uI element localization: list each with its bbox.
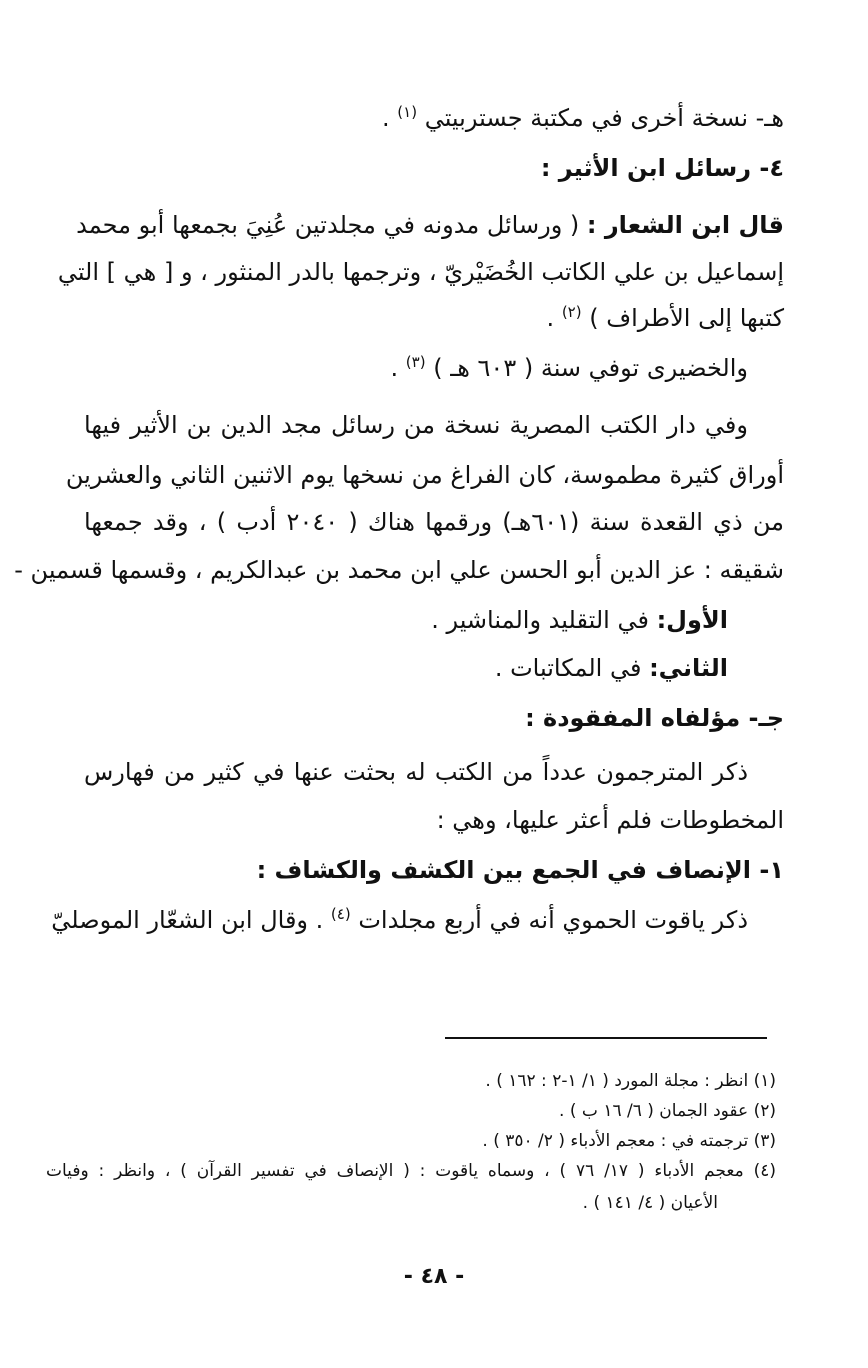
first-label: الأول:	[656, 606, 728, 634]
paragraph-1-line-1: قال ابن الشعار : ( ورسائل مدونه في مجلدتين عُنِيَ بجمعها أبو محمد	[76, 211, 784, 239]
paragraph-5: ذكر ياقوت الحموي أنه في أربع مجلدات $^{(٤)}$ . وقال ابن الشعّار الموصليّ	[51, 905, 748, 934]
paragraph-1-line-2: إسماعيل بن علي الكاتب الخُضَيْريّ ، وترجمها بالدر المنثور ، و [ هي ] التي	[57, 258, 784, 286]
footnote-ref-3: (٣)	[405, 353, 426, 371]
paragraph-2: والخضيرى توفي سنة ( ٦٠٣ هـ ) $^{(٣)}$ .	[390, 353, 748, 382]
heading-insaf: ١- الإنصاف في الجمع بين الكشف والكشاف :	[256, 856, 784, 884]
page-number: - ٤٨ -	[403, 1264, 465, 1289]
body-line-1: هـ- نسخة أخرى في مكتبة جستربيتي $^{(١)}$ .	[382, 103, 784, 132]
footnote-separator	[445, 1037, 767, 1039]
paragraph-3-line-1: وفي دار الكتب المصرية نسخة من رسائل مجد الدين بن الأثير فيها	[84, 411, 748, 439]
second-label: الثاني:	[649, 654, 728, 682]
footnote-4-line-1: (٤) معجم الأدباء ( ١٧/ ٧٦ ) ، وسماه ياقوت : ( الإنصاف في تفسير القرآن ) ، وانظر : وفيات	[46, 1161, 776, 1181]
footnote-ref-4: (٤)	[330, 905, 351, 923]
heading-lost-works: جـ- مؤلفاه المفقودة :	[525, 704, 784, 732]
ibn-shaar-label: قال ابن الشعار :	[586, 211, 784, 239]
paragraph-4-line-1: ذكر المترجمون عدداً من الكتب له بحثت عنها في كثير من فهارس	[84, 758, 748, 786]
footnote-4-line-2: الأعيان ( ٤/ ١٤١ ) .	[582, 1193, 718, 1213]
paragraph-3-line-2: أوراق كثيرة مطموسة، كان الفراغ من نسخها يوم الاثنين الثاني والعشرين	[65, 461, 784, 489]
footnote-1: (١) انظر : مجلة المورد ( ١/ ١-٢ : ١٦٢ ) .	[485, 1071, 776, 1091]
footnote-ref-2: (٢)	[561, 303, 582, 321]
division-second: الثاني: في المكاتبات .	[494, 654, 728, 682]
paragraph-3-line-3: من ذي القعدة سنة (٦٠١هـ) ورقمها هناك ( ٢٠٤٠ أدب ) ، وقد جمعها	[84, 508, 784, 536]
footnote-2: (٢) عقود الجمان ( ٦/ ١٦ ب ) .	[559, 1101, 776, 1121]
footnote-3: (٣) ترجمته في : معجم الأدباء ( ٢/ ٣٥٠ ) .	[482, 1131, 776, 1151]
heading-rasail: ٤- رسائل ابن الأثير :	[540, 154, 784, 182]
paragraph-4-line-2: المخطوطات فلم أعثر عليها، وهي :	[436, 806, 784, 834]
paragraph-3-line-4: شقيقه : عز الدين أبو الحسن علي ابن محمد بن عبدالكريم ، وقسمها قسمين -	[14, 556, 784, 584]
division-first: الأول: في التقليد والمناشير .	[431, 606, 728, 634]
paragraph-1-line-3: كتبها إلى الأطراف ) $^{(٢)}$ .	[546, 303, 784, 332]
footnote-ref-1: (١)	[397, 103, 418, 121]
